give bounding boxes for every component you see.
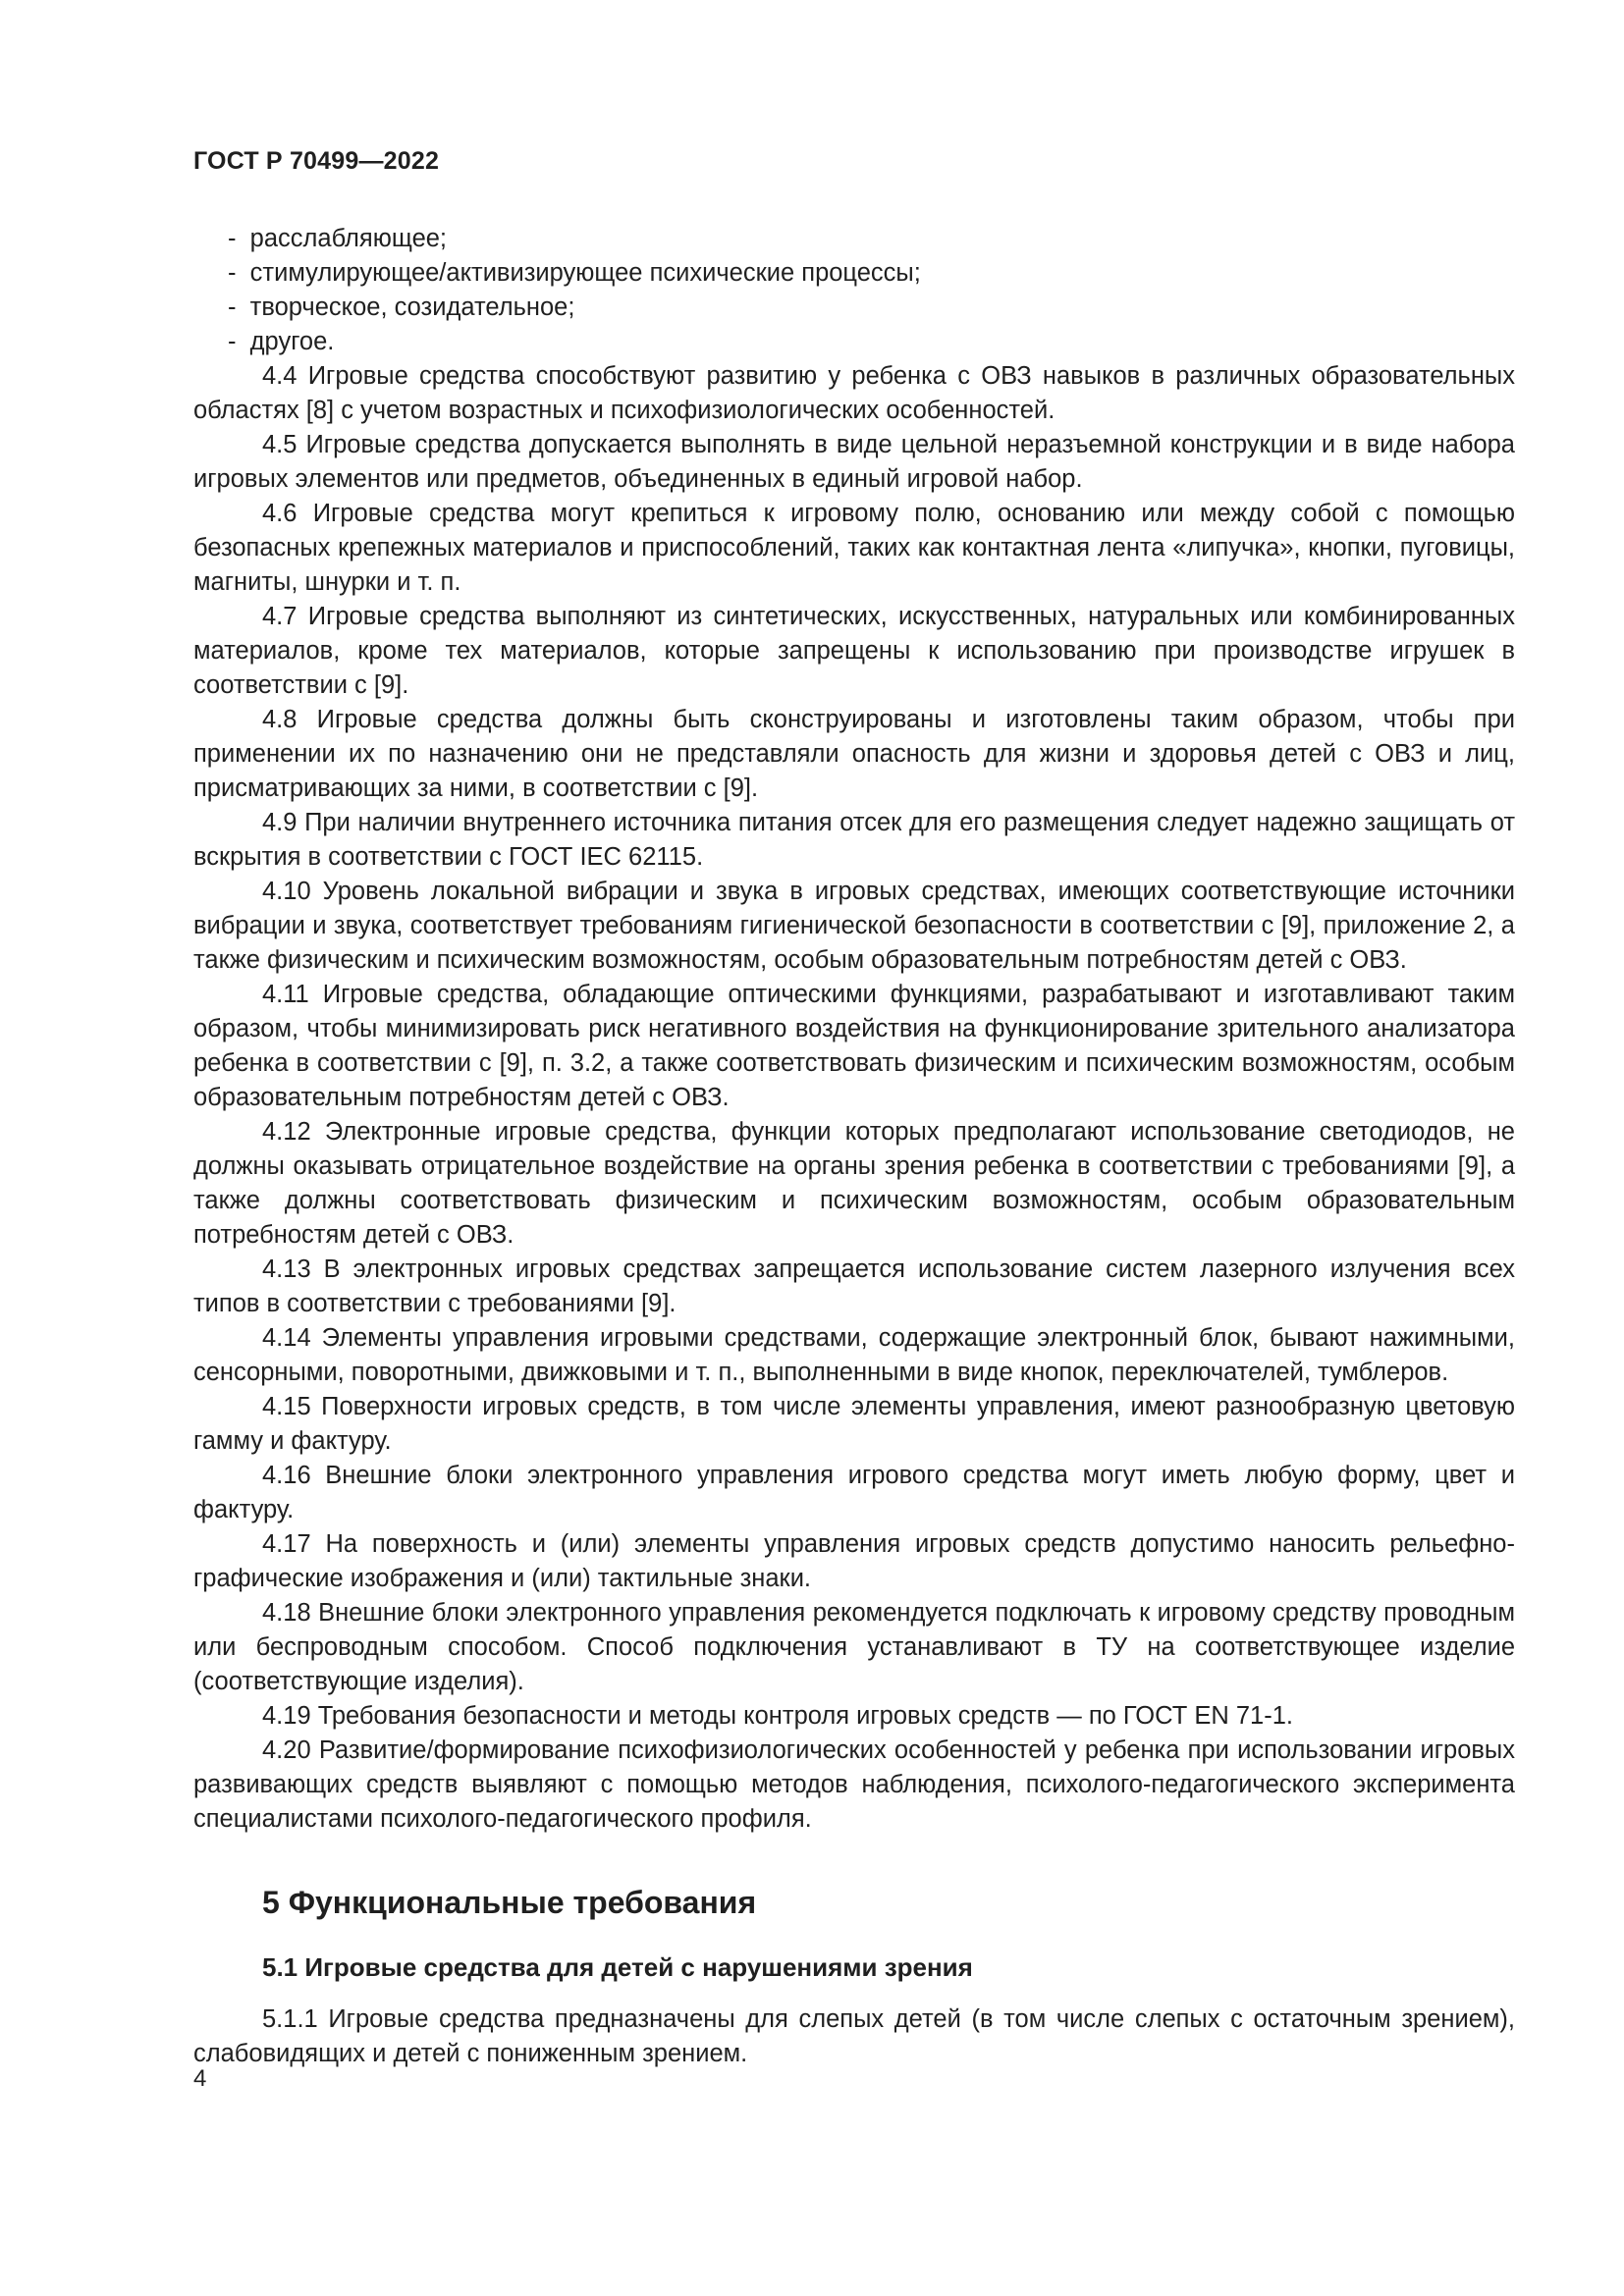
paragraph-4-7: 4.7 Игровые средства выполняют из синтетических, искусственных, натуральных или комбинированных материалов, кроме тех материалов, которые запрещены к использованию при производстве игрушек в соответствии с [9]. — [193, 603, 1515, 699]
list-item: - расслабляющее; — [228, 222, 1515, 256]
page-number: 4 — [193, 2065, 207, 2092]
subsection-title: 5.1 Игровые средства для детей с нарушениями зрения — [262, 1952, 973, 1982]
paragraph-4-8: 4.8 Игровые средства должны быть сконструированы и изготовлены таким образом, чтобы при применении их по назначению они не представляли опасность для жизни и здоровья детей с ОВЗ и лиц, присматривающих за ними, в соответствии с [9]. — [193, 706, 1515, 802]
paragraph-4-12: 4.12 Электронные игровые средства, функции которых предполагают использование светодиодов, не должны оказывать отрицательное воздействие на органы зрения ребенка в соответствии с требованиями [9], а также должны соответствовать физическим и психическим возможностям, особым образовательным потребностям детей с ОВЗ. — [193, 1118, 1515, 1249]
paragraph-4-16: 4.16 Внешние блоки электронного управления игрового средства могут иметь любую форму, цвет и фактуру. — [193, 1462, 1515, 1523]
document-body — [193, 222, 1515, 2071]
list-item: - стимулирующее/активизирующее психические процессы; — [228, 256, 1515, 291]
paragraph-4-17: 4.17 На поверхность и (или) элементы управления игровых средств допустимо наносить рельефно-графические изображения и (или) тактильные знаки. — [193, 1530, 1515, 1592]
paragraph-4-18: 4.18 Внешние блоки электронного управления рекомендуется подключать к игровому средству проводным или беспроводным способом. Способ подключения устанавливают в ТУ на соответствующее изделие (соответствующие изделия). — [193, 1599, 1515, 1695]
paragraph-4-9: 4.9 При наличии внутреннего источника питания отсек для его размещения следует надежно защищать от вскрытия в соответствии с ГОСТ IEC 62115. — [193, 809, 1515, 871]
paragraph-4-13: 4.13 В электронных игровых средствах запрещается использование систем лазерного излучения всех типов в соответствии с требованиями [9]. — [193, 1255, 1515, 1317]
paragraph-4-19: 4.19 Требования безопасности и методы контроля игровых средств — по ГОСТ EN 71-1. — [262, 1702, 1293, 1730]
paragraph-4-5: 4.5 Игровые средства допускается выполнять в виде цельной неразъемной конструкции и в виде набора игровых элементов или предметов, объединенных в единый игровой набор. — [193, 431, 1515, 493]
list — [228, 222, 1515, 359]
paragraph-4-4: 4.4 Игровые средства способствуют развитию у ребенка с ОВЗ навыков в различных образовательных областях [8] с учетом возрастных и психофизиологических особенностей. — [193, 362, 1515, 424]
paragraph-4-6: 4.6 Игровые средства могут крепиться к игровому полю, основанию или между собой с помощью безопасных крепежных материалов и приспособлений, таких как контактная лента «липучка», кнопки, пуговицы, магниты, шнурки и т. п. — [193, 500, 1515, 596]
paragraph-5-1-1: 5.1.1 Игровые средства предназначены для слепых детей (в том числе слепых с остаточным зрением), слабовидящих и детей с пониженным зрением. — [193, 2005, 1515, 2067]
paragraph-4-15: 4.15 Поверхности игровых средств, в том числе элементы управления, имеют разнообразную цветовую гамму и фактуру. — [193, 1393, 1515, 1455]
paragraph-4-11: 4.11 Игровые средства, обладающие оптическими функциями, разрабатывают и изготавливают таким образом, чтобы минимизировать риск негативного воздействия на функционирование зрительного анализатора ребенка в соответствии с [9], п. 3.2, а также соответствовать физическим и психическим возможностям, особым образовательным потребностям детей с ОВЗ. — [193, 981, 1515, 1111]
standard-header: ГОСТ Р 70499—2022 — [193, 147, 440, 175]
paragraph-4-20: 4.20 Развитие/формирование психофизиологических особенностей у ребенка при использовании игровых развивающих средств выявляют с помощью методов наблюдения, психолого-педагогического эксперимента специалистами психолого-педагогического профиля. — [193, 1736, 1515, 1833]
section-title: 5 Функциональные требования — [262, 1885, 757, 1920]
list-item: - творческое, созидательное; — [228, 291, 1515, 325]
paragraph-4-10: 4.10 Уровень локальной вибрации и звука в игровых средствах, имеющих соответствующие источники вибрации и звука, соответствует требованиям гигиенической безопасности в соответствии с [9], приложение 2, а также физическим и психическим возможностям, особым образовательным потребностям детей с ОВЗ. — [193, 878, 1515, 974]
list-item: - другое. — [228, 325, 1515, 359]
paragraph-4-14: 4.14 Элементы управления игровыми средствами, содержащие электронный блок, бывают нажимными, сенсорными, поворотными, движковыми и т. п., выполненными в виде кнопок, переключателей, тумблеров. — [193, 1324, 1515, 1386]
